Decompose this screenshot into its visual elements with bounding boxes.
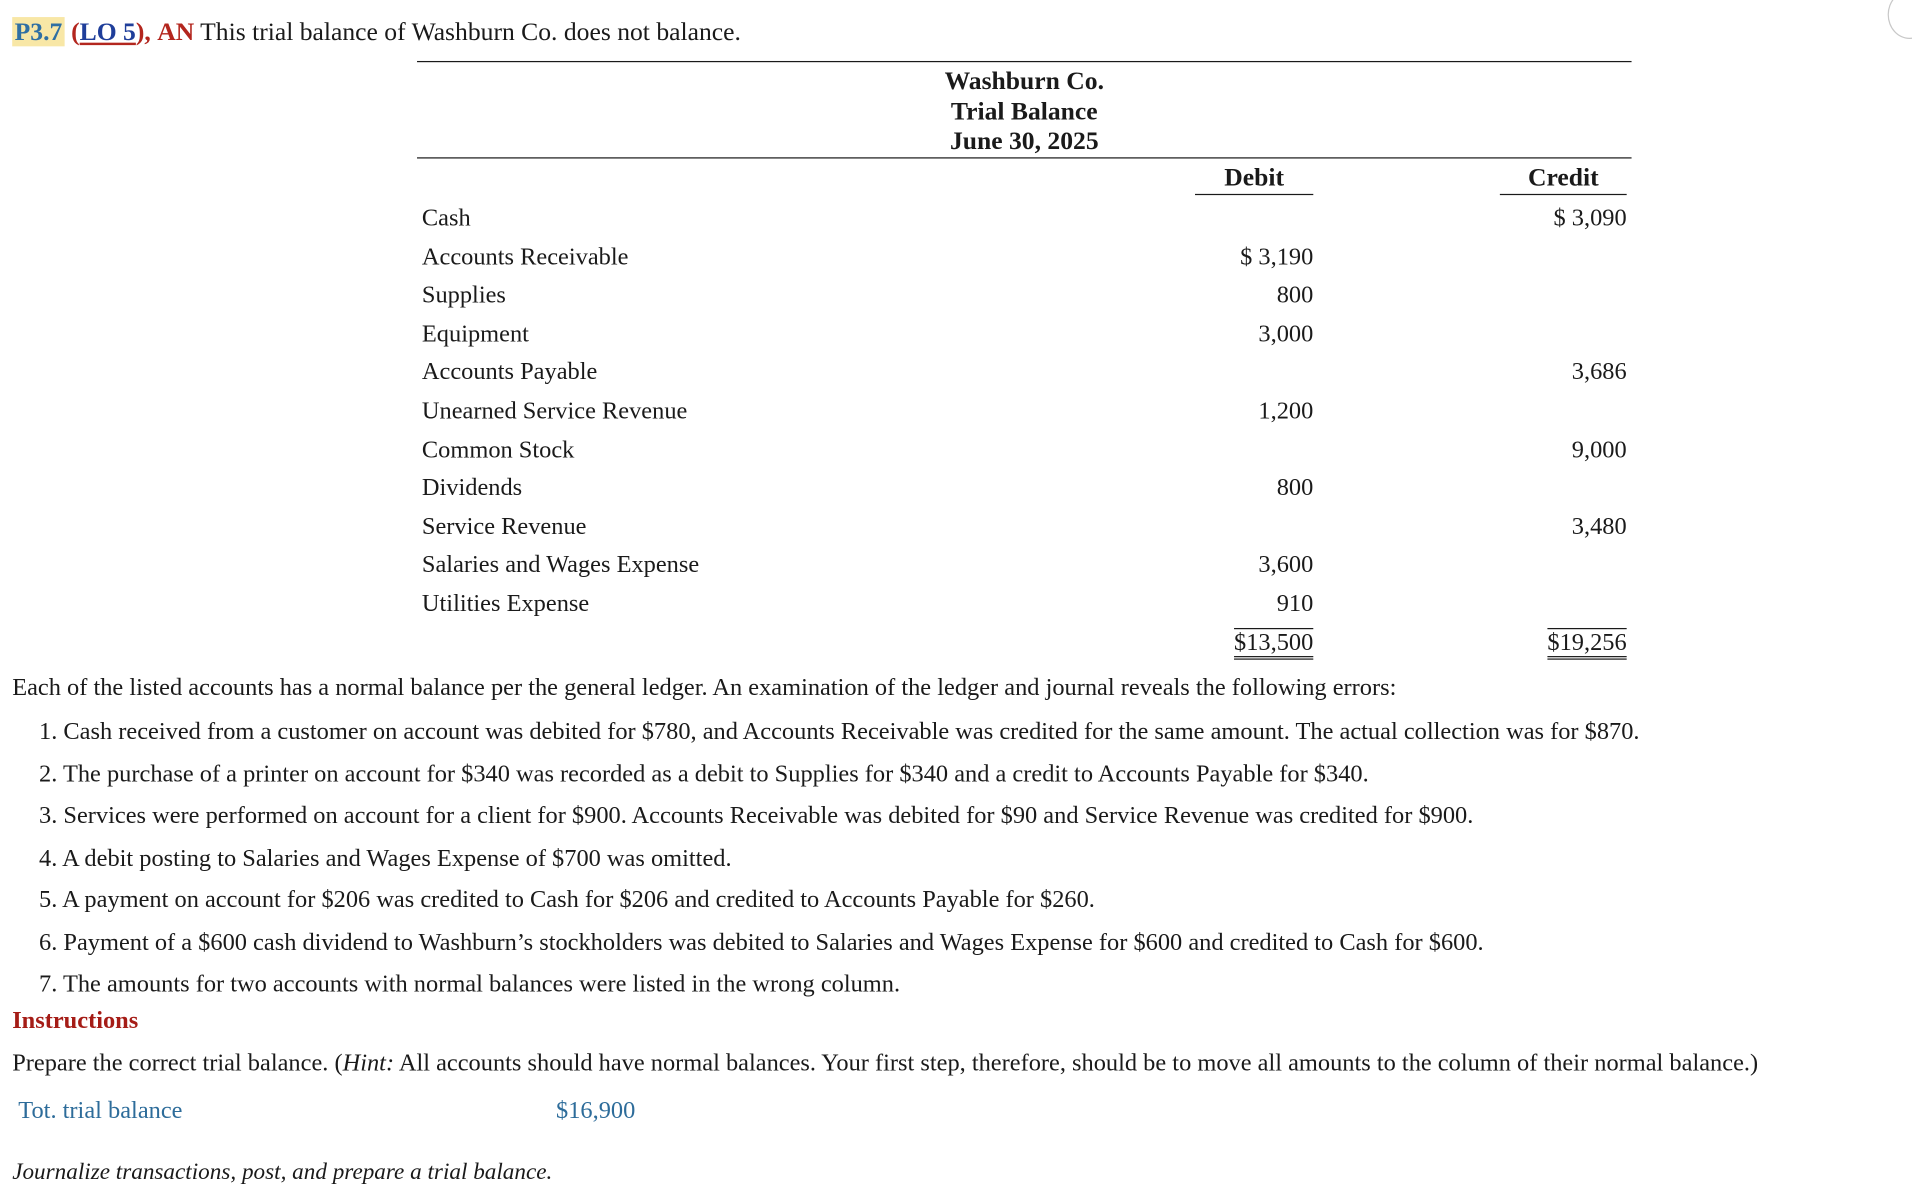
error-list [39, 713, 1640, 1007]
table-row [422, 431, 1627, 470]
instructions-text-before: Prepare the correct trial balance. ( [12, 1049, 343, 1077]
credit-amount: 3,686 [1571, 358, 1627, 386]
table-row [422, 354, 1627, 393]
credit-amount: $ 3,090 [1553, 204, 1627, 232]
list-item: 7. The amounts for two accounts with normal balances were listed in the wrong column. [39, 970, 901, 998]
trial-balance-title [902, 66, 1146, 156]
table-top-rule [417, 61, 1632, 62]
table-header-rule [417, 157, 1632, 158]
account-name: Common Stock [421, 436, 575, 463]
debit-amount: 800 [1276, 281, 1314, 309]
lo-open-paren: ( [71, 17, 80, 47]
debit-amount: 3,600 [1258, 551, 1314, 579]
table-row [422, 393, 1627, 432]
problem-statement: This trial balance of Washburn Co. does not balance. [200, 17, 741, 47]
instructions-text-after: All accounts should have normal balances. Your first step, therefore, should be to move all amounts to the column of their normal balance.) [394, 1049, 1759, 1077]
credit-amount: 3,480 [1571, 513, 1627, 540]
debit-amount: $ 3,190 [1240, 243, 1314, 271]
account-name: Utilities Expense [421, 590, 590, 618]
table-row [422, 585, 1627, 624]
account-name: Unearned Service Revenue [421, 397, 688, 425]
learning-objective-link[interactable]: LO 5 [79, 17, 136, 47]
list-item: 1. Cash received from a customer on account was debited for $780, and Accounts Receivable was credited for the same amount. The actual collection was for $870. [39, 718, 1640, 746]
debit-amount: 800 [1276, 474, 1314, 502]
list-item: 4. A debit posting to Salaries and Wages Expense of $700 was omitted. [39, 844, 732, 872]
debit-amount: 910 [1276, 590, 1314, 618]
account-name: Salaries and Wages Expense [421, 551, 700, 579]
table-row [422, 508, 1627, 547]
debit-amount: 3,000 [1258, 320, 1314, 348]
errors-intro: Each of the listed accounts has a normal balance per the general ledger. An examination of the ledger and journal reveals the following errors: [12, 674, 1397, 702]
debit-amount: 1,200 [1258, 397, 1314, 425]
company-name: Washburn Co. [944, 65, 1104, 96]
table-row [422, 277, 1627, 316]
totals-row [422, 624, 1627, 663]
list-item: 6. Payment of a $600 cash dividend to Washburn’s stockholders was debited to Salaries and Wages Expense for $600 and credited to Cash for $600. [39, 928, 1484, 956]
account-name: Dividends [421, 474, 523, 502]
answer-label: Tot. trial balance [18, 1097, 183, 1125]
list-item: 5. A payment on account for $206 was credited to Cash for $206 and credited to Accounts Payable for $260. [39, 886, 1095, 914]
footnote: Journalize transactions, post, and prepare a trial balance. [12, 1159, 553, 1186]
account-name: Service Revenue [421, 513, 587, 540]
analysis-tag: AN [157, 17, 195, 47]
table-row [422, 239, 1627, 278]
account-name: Supplies [421, 281, 506, 309]
account-name: Equipment [421, 320, 529, 348]
statement-date: June 30, 2025 [949, 125, 1099, 155]
statement-name: Trial Balance [950, 95, 1098, 125]
credit-amount: 9,000 [1571, 436, 1627, 463]
problem-number: P3.7 [12, 17, 65, 46]
table-row [422, 200, 1627, 239]
page-edge-circle [1888, 0, 1912, 39]
account-name: Accounts Receivable [421, 243, 629, 271]
list-item: 3. Services were performed on account for a client for $900. Accounts Receivable was debited for $90 and Service Revenue was credited for $900. [39, 802, 1474, 830]
hint-label: Hint: [342, 1049, 395, 1077]
instructions-heading: Instructions [12, 1007, 139, 1035]
instructions-text [12, 1050, 1758, 1078]
table-row [422, 547, 1627, 586]
account-name: Cash [421, 204, 471, 232]
lo-close-paren: ), [135, 17, 151, 47]
total-debit: $13,500 [1234, 627, 1313, 659]
table-row [422, 470, 1627, 509]
credit-column-header: Credit [1500, 162, 1627, 195]
debit-column-header: Debit [1195, 162, 1313, 195]
total-credit: $19,256 [1547, 627, 1626, 659]
account-name: Accounts Payable [421, 358, 598, 386]
list-item: 2. The purchase of a printer on account for $340 was recorded as a debit to Supplies for $340 and a credit to Accounts Payable for $340. [39, 760, 1369, 788]
problem-header [12, 17, 741, 47]
answer-value: $16,900 [556, 1097, 636, 1125]
table-row [422, 316, 1627, 355]
